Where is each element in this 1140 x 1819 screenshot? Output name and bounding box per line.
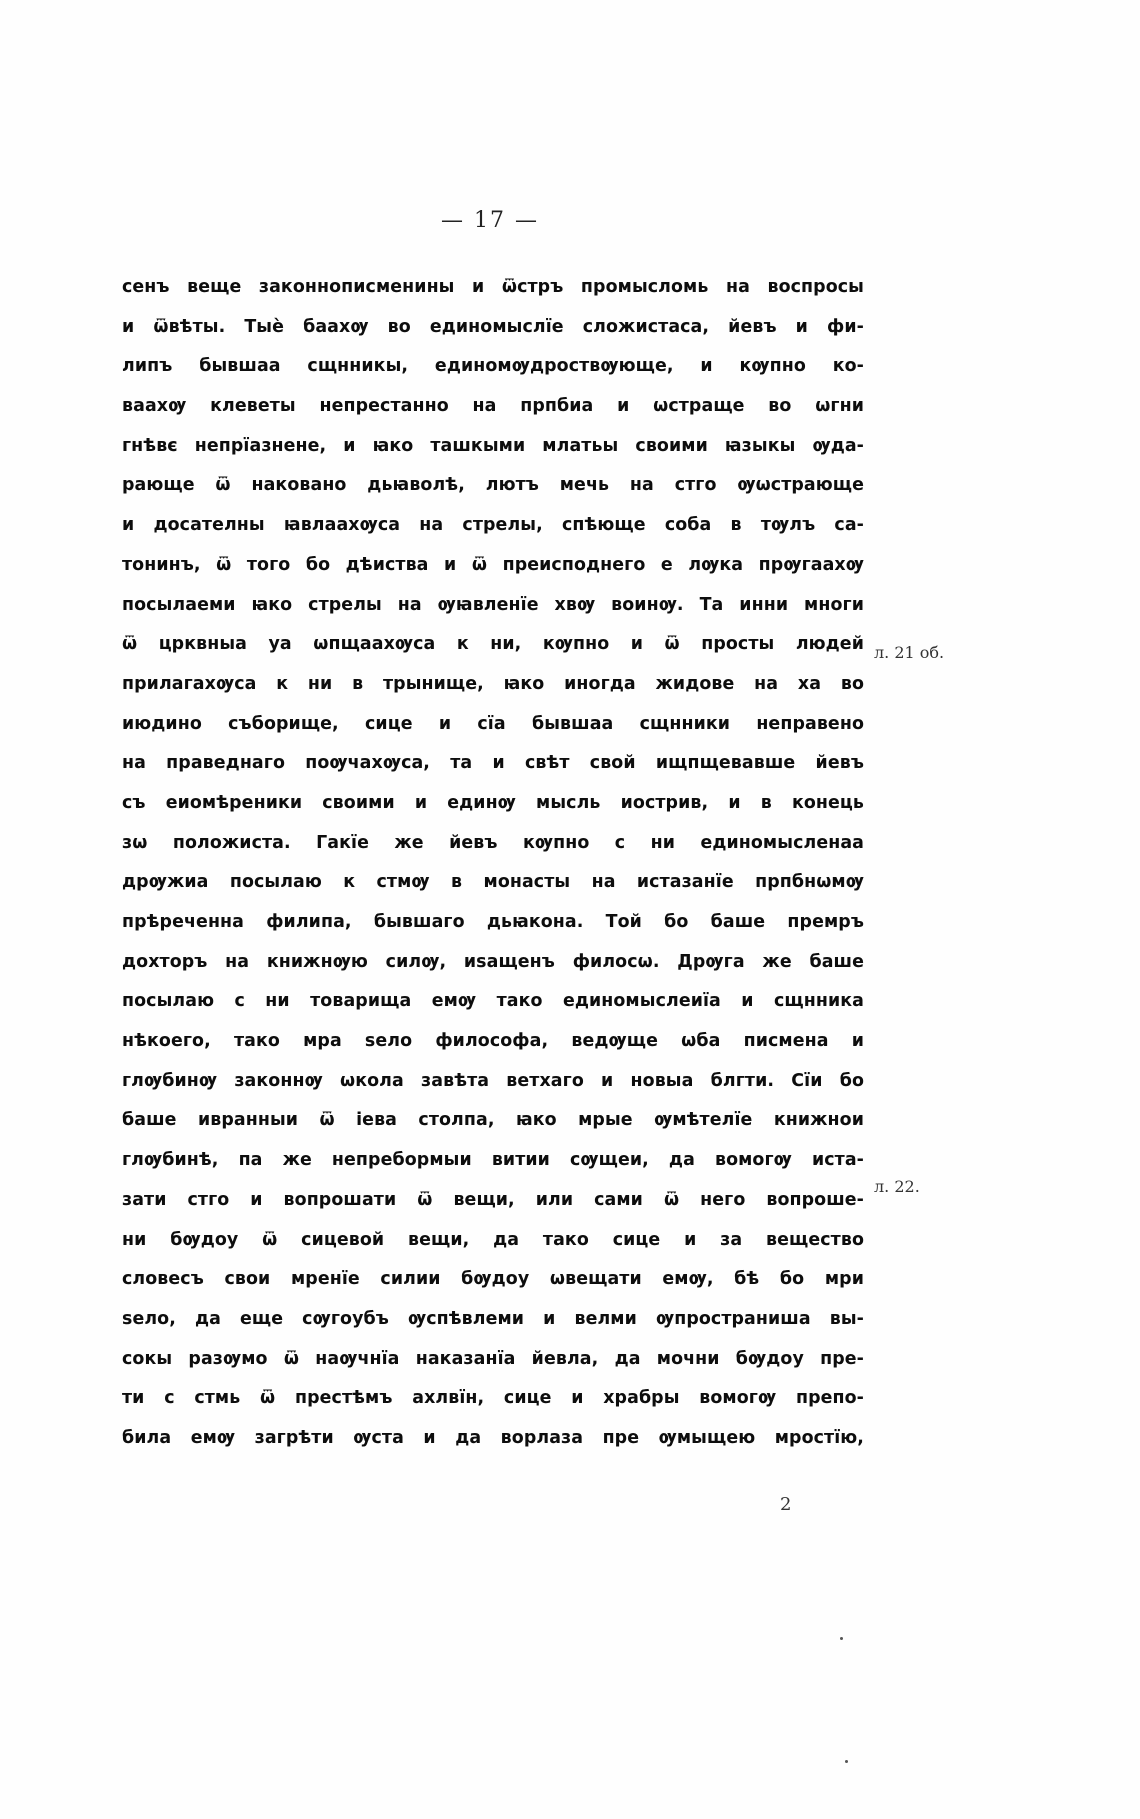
text-line: съ еиомѣреники своими и единѹ мысль иострив, и в конець xyxy=(122,792,864,813)
text-line: ѕело, да еще сѹгоубъ ѹспѣвлеми и велми ѹпространиша вы- xyxy=(122,1308,864,1329)
scan-speck xyxy=(840,1637,843,1640)
scan-speck xyxy=(845,1760,848,1763)
text-line: июдино съборище, сице и сїа бывшаа сщнники неправено xyxy=(122,713,864,734)
text-line: зѡ положиста. Гакїе же йевъ кѹпно с ни единомысленаа xyxy=(122,832,864,853)
signature-mark: 2 xyxy=(780,1494,792,1515)
text-line: и ѿвѣты. Тыѐ баахѹ во единомыслїе сложистаса, йевъ и фи- xyxy=(122,316,864,337)
text-line: ни бѹдоу ѿ сицевой вещи, да тако сице и за вещество xyxy=(122,1229,864,1250)
margin-folio-note: л. 22. xyxy=(874,1177,920,1196)
text-line: рающе ѿ наковано дьꙗволѣ, лютъ мечь на стго ѹѡстрающе xyxy=(122,475,864,496)
text-line: нѣкоего, тако мрa ѕело философа, ведѹще ѡба писмена и xyxy=(122,1031,864,1052)
text-line: дрѹжиа посылаю к стмѹ в монасты на истазанїе прпбнѡмѹ xyxy=(122,872,864,893)
body-text xyxy=(122,268,864,1459)
text-line: сокы разѹмо ѿ наѹчнїа наказанїа йевла, да мочни бѹдоу пре- xyxy=(122,1348,864,1369)
text-line: ти с стмь ѿ престѣмъ ахлвїн, сице и храбры вомогѹ препо- xyxy=(122,1388,864,1409)
text-line: гнѣвє непрїазнене, и ꙗко ташкыми млатьы своими ꙗзыкы ѹда- xyxy=(122,435,864,456)
text-line: била емѹ загрѣти ѹста и да ворлаза пре ѹмыщею мростїю, xyxy=(122,1427,864,1448)
text-line: посылаеми ꙗко стрелы на ѹꙗвленїе хвѹ воинѹ. Та инни многи xyxy=(122,594,864,615)
text-line: ваахѹ клеветы непрестанно на прпбиа и ѡстраще во ѡгни xyxy=(122,396,864,417)
text-line: словесъ свои мренїе силии бѹдоу ѡвещати емѹ, бѣ бо мри xyxy=(122,1269,864,1290)
page-number: — 17 — xyxy=(441,208,539,233)
text-line: тонинъ, ѿ того бо дѣиства и ѿ преисподнего е лѹка прѹгаахѹ xyxy=(122,554,864,575)
text-line: дохторъ на книжнѹю силѹ, иѕащенъ филосѡ. Дрѹга же баше xyxy=(122,951,864,972)
text-line: липъ бывшаа сщнникы, единомѹдроствѹюще, и кѹпно ко- xyxy=(122,356,864,377)
text-line: зати стго и вопрошати ѿ вещи, или сами ѿ него вопроше- xyxy=(122,1189,864,1210)
text-line: на праведнаго поѹчахѹса, та и свѣт свой ищпщевавше йевъ xyxy=(122,753,864,774)
text-line: посылаю с ни товарища емѹ тако единомыслеиїа и сщнника xyxy=(122,991,864,1012)
margin-folio-note: л. 21 об. xyxy=(874,643,945,662)
text-line: прилагахѹса к ни в трынище, ꙗко иногда жидове на ха во xyxy=(122,673,864,694)
text-line: глѹбинѹ законнѹ ѡкола завѣта ветхаго и новыа блгти. Сїи бо xyxy=(122,1070,864,1091)
text-line: сенъ веще законнописменины и ѿстръ промысломь на воспросы xyxy=(122,277,864,297)
text-line: баше иврaнныи ѿ iевa столпа, ꙗко мрые ѹмѣтелїе книжнои xyxy=(122,1110,864,1131)
text-line: глѹбинѣ, па же непребормыи витии сѹщеи, да вомогѹ иста- xyxy=(122,1150,864,1171)
text-line: прѣреченна филипа, бывшаго дьꙗкона. Той бо баше премръ xyxy=(122,912,864,932)
text-line: и досателны ꙗвлаахѹса на стрелы, спѣюще соба в тѹлъ са- xyxy=(122,515,864,536)
text-line: ѿ црквныа уа ѡпщаахѹса к ни, кѹпно и ѿ просты людей xyxy=(122,634,864,655)
